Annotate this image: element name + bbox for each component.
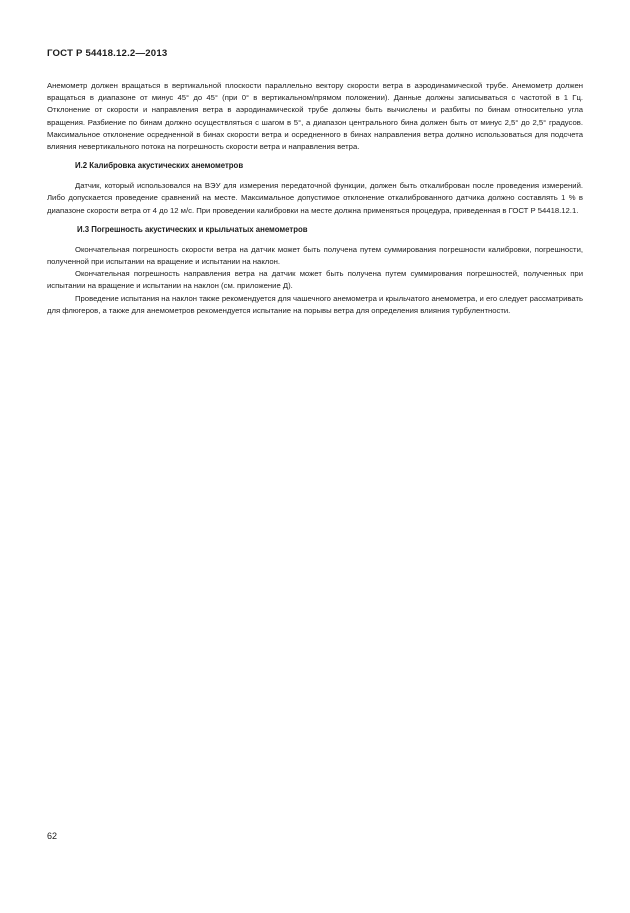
section-heading-i3: И.3 Погрешность акустических и крыльчатых анемометров bbox=[77, 224, 308, 234]
paragraph-wind-speed-uncertainty: Окончательная погрешность скорости ветра на датчик может быть получена путем суммирования погрешности калибровки, погрешности, полученной при испытании на вращение и испытании на наклон. bbox=[47, 244, 583, 267]
section-heading-i2: И.2 Калибровка акустических анемометров bbox=[75, 161, 244, 171]
standard-code-header: ГОСТ Р 54418.12.2—2013 bbox=[47, 48, 168, 59]
paragraph-anemometer-rotation: Анемометр должен вращаться в вертикальной плоскости параллельно вектору скорости ветра в аэродинамической трубе. Анемометр должен вращаться в диапазоне от минус 45° до 45° (при 0° в вертикальном/прямом положении). Данные должны записываться с частотой в 1 Гц. Отклонение от скорости и направления ветра в аэродинамической трубе должны быть вычислены и разбиты по бинам относительно угла вращения. Разбиение по бинам должно осуществляться с шагом в 5°, а диапазон центрального бина должен быть от минус 2,5° до 2,5° градусов. Максимальное отклонение осредненной в бинах скорости ветра и осредненного в бинах направления ветра должно использоваться для подсчета влияния невертикального потока на погрешность скорости ветра и направления ветра. bbox=[47, 81, 583, 152]
page-number: 62 bbox=[47, 831, 58, 841]
paragraph-sensor-calibration: Датчик, который использовался на ВЭУ для измерения передаточной функции, должен быть откалиброван после проведения измерений. Либо допускается проведение сравнений на месте. Максимальное допустимое отклонение откалиброванного датчика должно составлять 1 % в диапазоне скорости ветра от 4 до 12 м/с. При проведении калибровки на месте должна применяться процедура, приведенная в ГОСТ Р 54418.12.1. bbox=[47, 181, 583, 215]
paragraph-wind-direction-uncertainty: Окончательная погрешность направления ветра на датчик может быть получена путем суммирования погрешностей, полученных при испытании на вращение и испытании на наклон (см. приложение Д). bbox=[47, 269, 583, 291]
document-body bbox=[47, 80, 583, 317]
paragraph-tilt-test: Проведение испытания на наклон также рекомендуется для чашечного анемометра и крыльчатого анемометра, и его следует рассматривать для флюгеров, а также для анемометров рекомендуется испытание на порывы ветра для определения влияния турбулентности. bbox=[47, 293, 583, 315]
